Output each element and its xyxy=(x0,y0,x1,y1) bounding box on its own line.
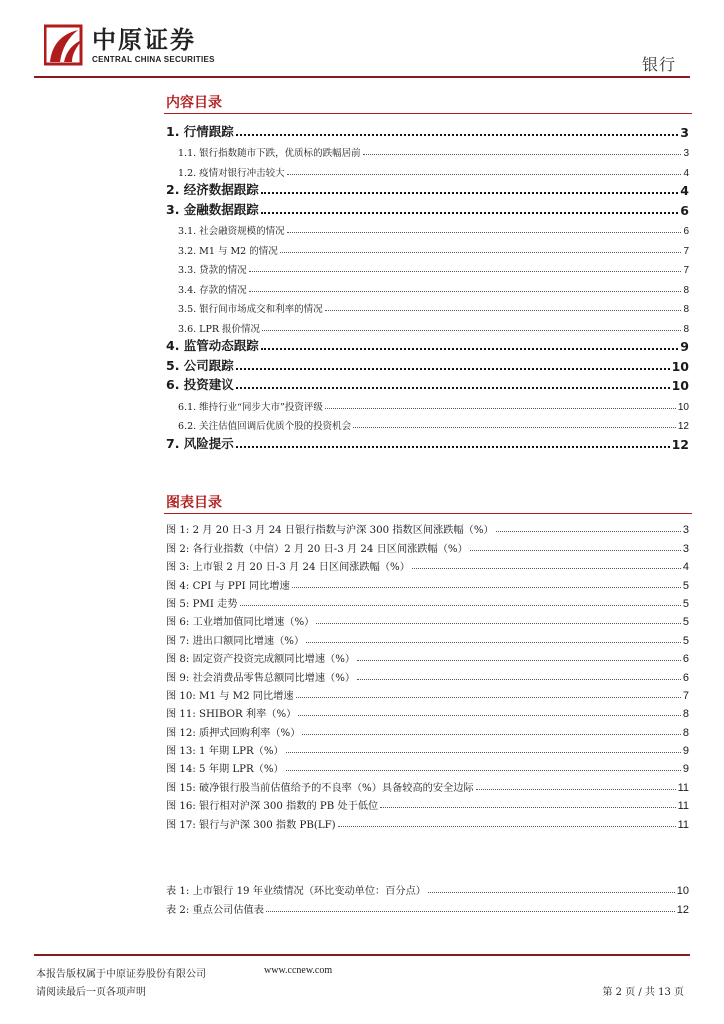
figure-entry[interactable] xyxy=(166,757,689,775)
header-divider xyxy=(34,76,690,78)
figure-entry-page: 4 xyxy=(682,561,689,574)
figure-entry[interactable] xyxy=(166,518,689,536)
toc-entry[interactable] xyxy=(166,296,689,316)
dot-leader xyxy=(286,770,681,771)
figure-entry-label: 图 2: 各行业指数（中信）2 月 20 日-3 月 24 日区间涨跌幅（%） xyxy=(166,543,468,555)
footer-divider xyxy=(34,954,690,956)
company-logo xyxy=(44,22,215,68)
figure-entry-label: 图 13: 1 年期 LPR（%） xyxy=(166,746,284,758)
company-logo-icon xyxy=(44,22,86,68)
toc-entry-page: 10 xyxy=(671,378,689,393)
dot-leader xyxy=(428,892,675,893)
figure-entry-label: 图 12: 质押式回购利率（%） xyxy=(166,727,301,739)
table-entry-label: 表 1: 上市银行 19 年业绩情况（环比变动单位：百分点） xyxy=(166,886,426,898)
tables-list xyxy=(166,879,689,916)
figure-entry-page: 5 xyxy=(682,579,689,592)
figure-entry[interactable] xyxy=(166,647,689,665)
figure-entry-page: 7 xyxy=(682,689,689,702)
toc-entry[interactable] xyxy=(166,179,689,199)
toc-entry-label: 3.1. 社会融资规模的情况 xyxy=(178,226,285,237)
toc-entry-label: 6.2. 关注估值回调后优质个股的投资机会 xyxy=(178,421,352,432)
figure-entry-page: 6 xyxy=(682,671,689,684)
toc-entry-page: 3 xyxy=(680,124,689,140)
figure-entry[interactable] xyxy=(166,684,689,702)
toc-entry-label: 5. 公司跟踪 xyxy=(166,357,234,373)
figure-entry[interactable] xyxy=(166,592,689,610)
figure-entry[interactable] xyxy=(166,628,689,646)
figure-entry-label: 图 7: 进出口额同比增速（%） xyxy=(166,635,305,647)
figure-entry-page: 11 xyxy=(677,781,689,794)
toc-entry[interactable] xyxy=(166,374,689,394)
figure-entry[interactable] xyxy=(166,794,689,812)
dot-leader xyxy=(353,427,676,428)
company-name-cn: 中原证券 xyxy=(92,25,196,54)
figure-entry-page: 3 xyxy=(682,542,689,555)
dot-leader xyxy=(236,134,678,136)
toc-entry[interactable] xyxy=(166,276,689,296)
dot-leader xyxy=(261,348,678,350)
table-entry[interactable] xyxy=(166,897,689,915)
dot-leader xyxy=(286,752,681,753)
dot-leader xyxy=(261,192,678,194)
figure-entry-label: 图 5: PMI 走势 xyxy=(166,598,238,610)
dot-leader xyxy=(266,911,675,912)
dot-leader xyxy=(296,697,681,698)
toc-entry[interactable] xyxy=(166,354,689,374)
contents-title-rule xyxy=(164,113,692,114)
figure-entry-label: 图 6: 工业增加值同比增速（%） xyxy=(166,617,315,629)
toc-entry-page: 12 xyxy=(671,436,689,452)
toc-entry[interactable] xyxy=(166,237,689,257)
figure-entry-label: 图 3: 上市银 2 月 20 日-3 月 24 日区间涨跌幅（%） xyxy=(166,562,410,574)
dot-leader xyxy=(470,550,681,551)
dot-leader xyxy=(412,568,681,569)
toc-entry-page: 12 xyxy=(677,421,689,432)
footer-copyright: 本报告版权属于中原证券股份有限公司 xyxy=(36,969,206,980)
toc-entry-page: 10 xyxy=(671,358,689,374)
dot-leader xyxy=(380,807,675,808)
dot-leader xyxy=(262,330,681,331)
footer-website[interactable]: www.ccnew.com xyxy=(264,965,333,976)
industry-label: 银行 xyxy=(641,55,676,74)
dot-leader xyxy=(363,154,682,155)
toc-entry-page: 6 xyxy=(683,226,689,237)
dot-leader xyxy=(338,826,676,827)
dot-leader xyxy=(280,252,682,253)
toc-entry-page: 6 xyxy=(680,202,689,218)
toc-entry[interactable] xyxy=(166,159,689,179)
figure-entry[interactable] xyxy=(166,665,689,683)
footer-page-info: 第 2 页 / 共 13 页 xyxy=(602,987,684,998)
dot-leader xyxy=(316,623,681,624)
dot-leader xyxy=(292,587,681,588)
dot-leader xyxy=(287,232,682,233)
figure-entry-label: 图 8: 固定资产投资完成额同比增速（%） xyxy=(166,654,356,666)
dot-leader xyxy=(496,531,681,532)
figure-entry[interactable] xyxy=(166,739,689,757)
toc-entry-label: 3.5. 银行间市场成交和利率的情况 xyxy=(178,304,323,315)
figure-entry-page: 3 xyxy=(682,524,689,537)
figure-entry-page: 6 xyxy=(682,653,689,666)
toc-entry[interactable] xyxy=(166,432,689,452)
figure-entry-page: 5 xyxy=(682,597,689,610)
dot-leader xyxy=(298,715,681,716)
figures-title: 图表目录 xyxy=(166,495,222,511)
toc-entry[interactable] xyxy=(166,140,689,160)
dot-leader xyxy=(306,642,681,643)
dot-leader xyxy=(261,212,678,214)
toc-entry[interactable] xyxy=(166,218,689,238)
toc-entry-page: 10 xyxy=(677,401,689,413)
toc-entry-page: 8 xyxy=(683,284,689,296)
figure-entry-page: 8 xyxy=(682,726,689,739)
toc-entry[interactable] xyxy=(166,198,689,218)
dot-leader xyxy=(325,310,682,311)
figure-entry-label: 图 1: 2 月 20 日-3 月 24 日银行指数与沪深 300 指数区间涨跌幅（%） xyxy=(166,525,494,537)
toc-entry[interactable] xyxy=(166,257,689,277)
toc-entry-label: 2. 经济数据跟踪 xyxy=(166,182,259,197)
toc-entry-label: 3.4. 存款的情况 xyxy=(178,284,247,296)
figure-entry[interactable] xyxy=(166,702,689,720)
toc-entry[interactable] xyxy=(166,393,689,413)
dot-leader xyxy=(287,174,682,175)
toc-entry[interactable] xyxy=(166,335,689,355)
table-entry-page: 10 xyxy=(676,885,689,898)
figure-entry[interactable] xyxy=(166,555,689,573)
figure-entry-page: 11 xyxy=(677,800,689,813)
figure-entry-page: 5 xyxy=(682,616,689,629)
toc-entry-label: 6. 投资建议 xyxy=(166,377,234,392)
figure-entry[interactable] xyxy=(166,720,689,738)
toc-entry-page: 9 xyxy=(680,339,689,354)
toc-entry-label: 3. 金融数据跟踪 xyxy=(166,201,259,217)
toc-entry-page: 4 xyxy=(680,183,689,198)
toc-entry-page: 7 xyxy=(683,265,689,276)
dot-leader xyxy=(236,368,670,370)
dot-leader xyxy=(236,446,670,448)
toc-entry-page: 8 xyxy=(683,304,689,315)
figure-entry-label: 图 17: 银行与沪深 300 指数 PB(LF) xyxy=(166,819,336,831)
toc-entry-label: 6.1. 维持行业“同步大市”投资评级 xyxy=(178,401,323,413)
toc-entry-label: 3.6. LPR 报价情况 xyxy=(178,323,261,335)
figure-entry[interactable] xyxy=(166,573,689,591)
figure-entry-page: 9 xyxy=(682,745,689,758)
dot-leader xyxy=(249,291,682,292)
footer-disclaimer: 请阅读最后一页各项声明 xyxy=(36,987,146,998)
dot-leader xyxy=(357,679,681,680)
toc-entry-page: 3 xyxy=(683,148,689,159)
dot-leader xyxy=(240,605,681,606)
toc-entry-label: 1.2. 疫情对银行冲击较大 xyxy=(178,167,285,179)
table-entry-page: 12 xyxy=(676,903,689,916)
figure-entry-label: 图 10: M1 与 M2 同比增速 xyxy=(166,690,294,702)
dot-leader xyxy=(236,387,670,389)
toc-entry[interactable] xyxy=(166,413,689,433)
figure-entry[interactable] xyxy=(166,775,689,793)
figure-entry-page: 8 xyxy=(682,708,689,721)
figure-entry-label: 图 9: 社会消费品零售总额同比增速（%） xyxy=(166,672,356,684)
toc-entry-label: 3.3. 贷款的情况 xyxy=(178,265,247,276)
figure-entry-page: 11 xyxy=(677,818,689,831)
toc-entry-label: 4. 监管动态跟踪 xyxy=(166,338,259,353)
contents-title: 内容目录 xyxy=(166,95,222,111)
figure-entry-page: 5 xyxy=(682,634,689,647)
figure-entry-label: 图 14: 5 年期 LPR（%） xyxy=(166,764,284,776)
table-entry[interactable] xyxy=(166,879,689,897)
figures-list xyxy=(166,518,689,831)
figure-entry[interactable] xyxy=(166,610,689,628)
dot-leader xyxy=(325,408,676,409)
figure-entry-label: 图 15: 破净银行股当前估值给予的不良率（%）具备较高的安全边际 xyxy=(166,782,474,794)
toc-entry-label: 7. 风险提示 xyxy=(166,435,234,451)
toc-entry-page: 7 xyxy=(683,245,689,257)
figure-entry-page: 9 xyxy=(682,763,689,776)
toc-entry-label: 1.1. 银行指数随市下跌，优质标的跌幅居前 xyxy=(178,148,361,159)
dot-leader xyxy=(302,734,680,735)
toc-entry[interactable] xyxy=(166,315,689,335)
figures-title-rule xyxy=(164,513,692,514)
figure-entry-label: 图 4: CPI 与 PPI 同比增速 xyxy=(166,580,290,592)
dot-leader xyxy=(249,271,682,272)
toc-entry-page: 4 xyxy=(683,167,689,179)
figure-entry-label: 图 16: 银行相对沪深 300 指数的 PB 处于低位 xyxy=(166,801,379,813)
toc-entry-label: 1. 行情跟踪 xyxy=(166,123,234,139)
figure-entry[interactable] xyxy=(166,536,689,554)
figure-entry-label: 图 11: SHIBOR 利率（%） xyxy=(166,709,297,721)
toc-entry-label: 3.2. M1 与 M2 的情况 xyxy=(178,245,278,257)
toc-entry-page: 8 xyxy=(683,323,689,335)
dot-leader xyxy=(357,660,681,661)
contents-list xyxy=(166,120,689,452)
toc-entry[interactable] xyxy=(166,120,689,140)
company-name-en: CENTRAL CHINA SECURITIES xyxy=(92,54,215,64)
dot-leader xyxy=(476,789,676,790)
figure-entry[interactable] xyxy=(166,812,689,830)
table-entry-label: 表 2: 重点公司估值表 xyxy=(166,904,264,916)
